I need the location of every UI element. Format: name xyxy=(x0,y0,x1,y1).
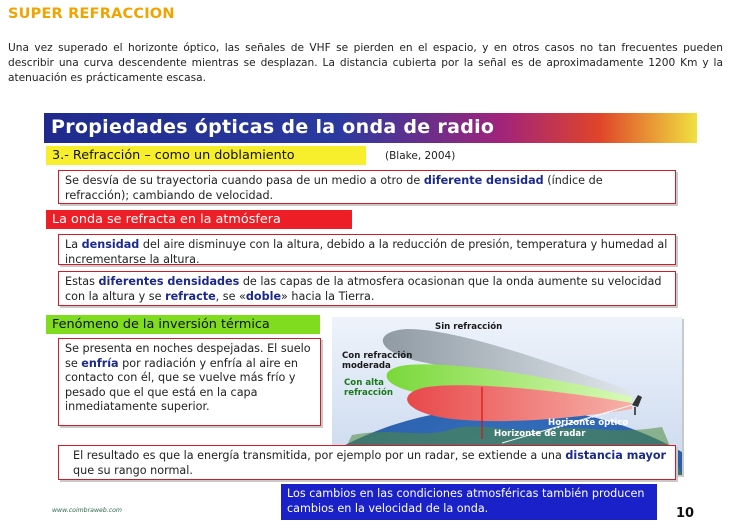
slide-banner xyxy=(44,113,697,143)
footer-link[interactable]: www.coimbraweb.com xyxy=(52,507,122,514)
page-number: 10 xyxy=(676,506,695,521)
label-refraccion-moderada xyxy=(342,351,412,371)
keyword: distancia mayor xyxy=(565,449,667,462)
section-header-inversion: Fenómeno de la inversión térmica xyxy=(46,315,320,334)
box-densidad xyxy=(58,234,676,265)
keyword: enfría xyxy=(81,356,119,370)
text: que su rango normal. xyxy=(73,463,193,477)
bottom-note: Los cambios en las condiciones atmosféricas también producen cambios en la velocidad de la onda. xyxy=(281,484,657,520)
text: del aire disminuye con la altura, debido a la reducción de presión, temperatura y humedad al incrementarse la altura. xyxy=(65,238,668,265)
keyword: doble xyxy=(245,289,282,303)
label-alta-refraccion xyxy=(344,378,393,398)
slide xyxy=(44,112,697,525)
section-header-atmosfera: La onda se refracta en la atmósfera xyxy=(46,210,352,229)
intro-paragraph: Una vez superado el horizonte óptico, las señales de VHF se pierden en el espacio, y en otros casos no tan frecuentes pueden describir una curva descendente mientras se desplazan. La distancia cubierta por la señal es de aproximadamente 1200 Km y la atenuación es prácticamente escasa. xyxy=(8,42,723,84)
label-line: refracción xyxy=(344,388,393,398)
text: El resultado es que la energía transmitida, por ejemplo por un radar, se extiende a una xyxy=(73,449,566,462)
text: » hacia la Tierra. xyxy=(281,289,375,303)
citation: (Blake, 2004) xyxy=(385,150,456,162)
keyword: diferente densidad xyxy=(423,174,544,187)
label-line: Con refracción xyxy=(342,351,413,361)
keyword: refracte xyxy=(165,289,216,303)
text: por radiación y enfría al aire en contacto con él, que se vuelve más frío y pesado que el que está en la capa inmediatamente superior. xyxy=(65,356,298,413)
box-inversion-termica xyxy=(58,338,321,426)
label-line: Con alta xyxy=(344,378,384,388)
keyword: diferentes densidades xyxy=(98,275,240,288)
text: de las capas de la atmosfera ocasionan que la onda aumente su velocidad con la altura y se xyxy=(65,275,662,303)
text: La xyxy=(65,238,82,251)
slide-banner-title: Propiedades ópticas de la onda de radio xyxy=(51,116,495,138)
label-sin-refraccion: Sin refracción xyxy=(435,322,503,332)
text: Se presenta en noches despejadas. El suelo se xyxy=(65,342,311,370)
text: Estas xyxy=(65,275,99,288)
box-resultado xyxy=(58,445,676,480)
keyword: densidad xyxy=(81,238,140,251)
page-title: SUPER REFRACCION xyxy=(8,6,175,22)
box-desviacion xyxy=(58,170,676,204)
text: , se « xyxy=(215,289,246,303)
text: Se desvía de su trayectoria cuando pasa de un medio a otro de xyxy=(65,174,424,187)
section-header-refraccion: 3.- Refracción – como un doblamiento xyxy=(46,146,366,165)
label-line: moderada xyxy=(342,361,391,371)
box-diferentes-densidades xyxy=(58,271,676,306)
label-horizonte-optico: Horizonte óptico xyxy=(548,418,629,428)
text: (índice de refracción); cambiando de velocidad. xyxy=(65,174,603,202)
label-horizonte-radar: Horizonte de radar xyxy=(494,429,586,439)
